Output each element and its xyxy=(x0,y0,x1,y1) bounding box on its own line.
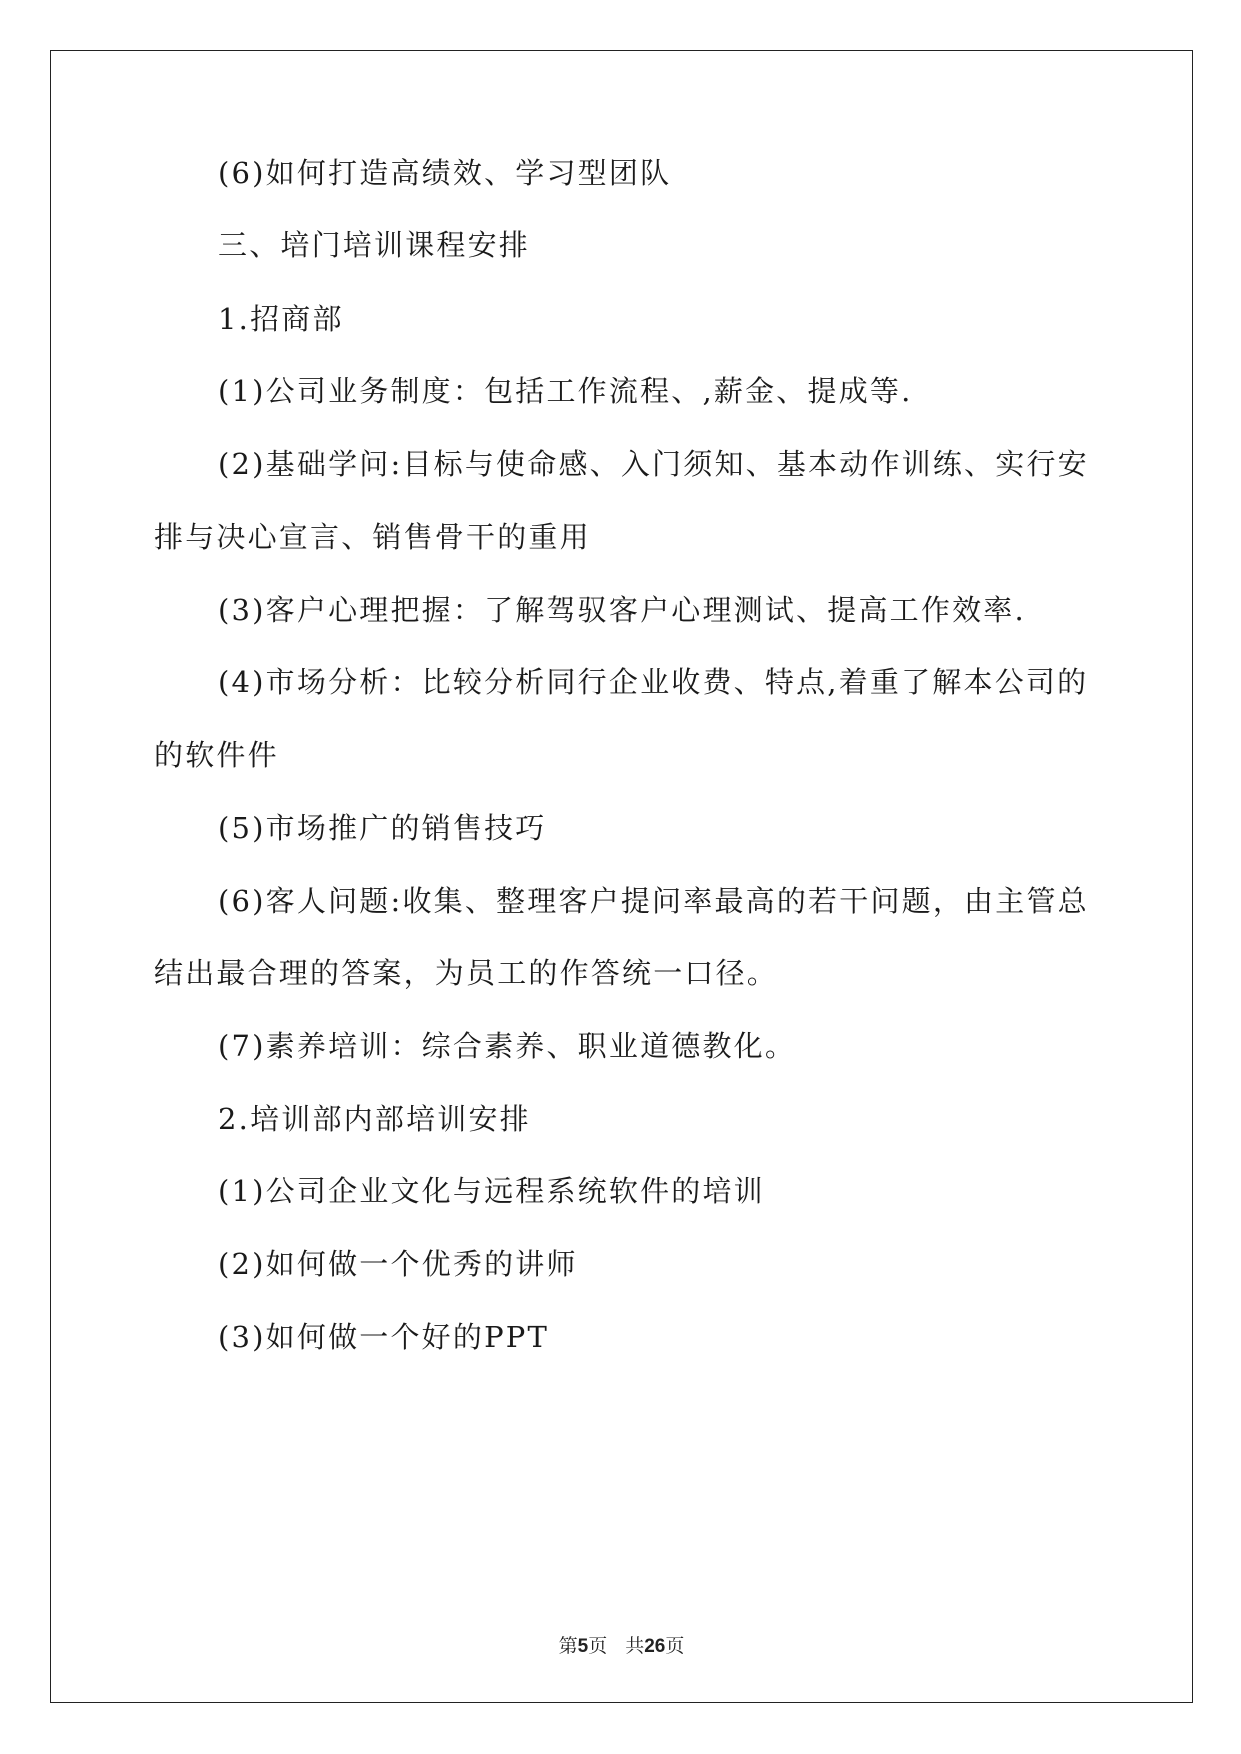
body-line-continuation: 的软件件 xyxy=(154,738,279,772)
section-heading: 三、培门培训课程安排 xyxy=(218,228,531,262)
body-line: (3)如何做一个好的PPT xyxy=(218,1320,550,1354)
total-pages: 26 xyxy=(644,1636,666,1657)
page-prefix: 第 xyxy=(558,1635,578,1657)
body-line: (1)公司业务制度：包括工作流程、,薪金、提成等. xyxy=(218,374,913,408)
body-line-continuation: 结出最合理的答案，为员工的作答统一口径。 xyxy=(154,956,779,990)
page-footer xyxy=(51,1634,1192,1659)
body-line: (2)如何做一个优秀的讲师 xyxy=(218,1247,578,1281)
body-line: (3)客户心理把握：了解驾驭客户心理测试、提高工作效率. xyxy=(218,593,1026,627)
body-line: (1)公司企业文化与远程系统软件的培训 xyxy=(218,1174,765,1208)
total-suffix: 页 xyxy=(665,1635,685,1657)
body-line: (7)素养培训：综合素养、职业道德教化。 xyxy=(218,1029,797,1063)
page-border xyxy=(50,50,1193,1703)
subsection-heading: 1.招商部 xyxy=(218,302,344,336)
body-line: (6)如何打造高绩效、学习型团队 xyxy=(218,156,672,190)
body-line-continuation: 排与决心宣言、销售骨干的重用 xyxy=(154,520,591,554)
body-line: (5)市场推广的销售技巧 xyxy=(218,811,547,845)
body-line: (4)市场分析：比较分析同行企业收费、特点,着重了解本公司的 xyxy=(218,665,1089,699)
body-line: (6)客人问题:收集、整理客户提问率最高的若干问题，由主管总 xyxy=(218,884,1089,918)
document-body xyxy=(51,51,1192,1702)
page-suffix: 页 xyxy=(588,1635,608,1657)
page-number: 5 xyxy=(577,1636,589,1657)
subsection-heading: 2.培训部内部培训安排 xyxy=(218,1102,531,1136)
total-prefix: 共 xyxy=(625,1635,645,1657)
body-line: (2)基础学问:目标与使命感、入门须知、基本动作训练、实行安 xyxy=(218,447,1089,481)
